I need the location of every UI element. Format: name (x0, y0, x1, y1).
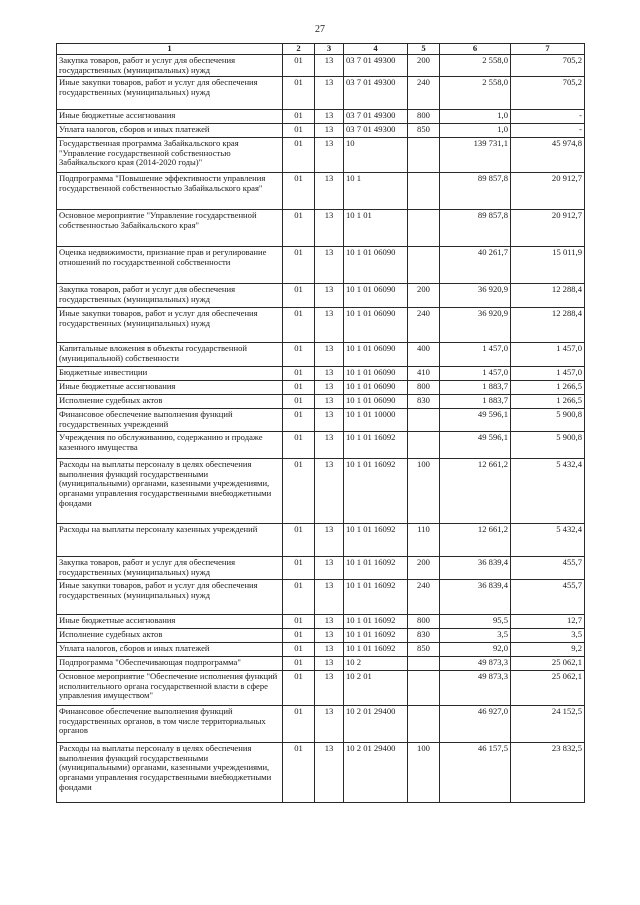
row-subsection-cell: 13 (315, 381, 344, 395)
row-section-cell: 01 (283, 432, 315, 459)
table-row (57, 557, 585, 580)
column-header: 1 (57, 44, 283, 55)
table-body (57, 55, 585, 803)
table-row (57, 55, 585, 77)
row-section-cell: 01 (283, 381, 315, 395)
row-subsection-cell: 13 (315, 524, 344, 557)
row-amount-plan-cell: 1 883,7 (440, 395, 511, 409)
row-section-cell: 01 (283, 409, 315, 432)
row-subsection-cell: 13 (315, 210, 344, 247)
table-row (57, 138, 585, 173)
row-target-article-cell: 10 1 01 16092 (344, 580, 408, 615)
row-subsection-cell: 13 (315, 432, 344, 459)
row-name-cell: Уплата налогов, сборов и иных платежей (57, 643, 283, 657)
budget-table (56, 43, 585, 803)
row-name-cell: Государственная программа Забайкальского края "Управление государственной собственностью Забайкальского края (2014-2020 годы)" (57, 138, 283, 173)
table-row (57, 284, 585, 308)
row-target-article-cell: 10 1 01 06090 (344, 381, 408, 395)
column-header: 4 (344, 44, 408, 55)
row-subsection-cell: 13 (315, 367, 344, 381)
row-name-cell: Закупка товаров, работ и услуг для обеспечения государственных (муниципальных) нужд (57, 284, 283, 308)
row-section-cell: 01 (283, 247, 315, 284)
row-expense-type-cell (408, 138, 440, 173)
row-amount-plan-cell: 40 261,7 (440, 247, 511, 284)
table-row (57, 643, 585, 657)
row-section-cell: 01 (283, 210, 315, 247)
row-expense-type-cell: 240 (408, 580, 440, 615)
row-amount-plan-cell: 92,0 (440, 643, 511, 657)
row-amount-actual-cell: 9,2 (511, 643, 585, 657)
row-amount-plan-cell: 36 920,9 (440, 308, 511, 343)
row-amount-actual-cell: - (511, 124, 585, 138)
column-header: 3 (315, 44, 344, 55)
row-name-cell: Закупка товаров, работ и услуг для обеспечения государственных (муниципальных) нужд (57, 557, 283, 580)
row-expense-type-cell: 100 (408, 459, 440, 524)
row-expense-type-cell: 100 (408, 743, 440, 803)
table-row (57, 308, 585, 343)
row-subsection-cell: 13 (315, 671, 344, 706)
row-amount-plan-cell: 49 596,1 (440, 409, 511, 432)
table-row (57, 657, 585, 671)
row-amount-plan-cell: 1 457,0 (440, 343, 511, 367)
row-amount-plan-cell: 1,0 (440, 110, 511, 124)
row-expense-type-cell: 240 (408, 77, 440, 110)
column-header: 6 (440, 44, 511, 55)
row-subsection-cell: 13 (315, 173, 344, 210)
table-row (57, 671, 585, 706)
row-amount-plan-cell: 1 883,7 (440, 381, 511, 395)
row-expense-type-cell (408, 173, 440, 210)
row-subsection-cell: 13 (315, 409, 344, 432)
row-section-cell: 01 (283, 173, 315, 210)
row-section-cell: 01 (283, 55, 315, 77)
row-target-article-cell: 10 1 01 16092 (344, 557, 408, 580)
row-target-article-cell: 10 2 01 29400 (344, 706, 408, 743)
row-subsection-cell: 13 (315, 557, 344, 580)
row-amount-actual-cell: 24 152,5 (511, 706, 585, 743)
row-section-cell: 01 (283, 671, 315, 706)
row-amount-actual-cell: 25 062,1 (511, 671, 585, 706)
row-subsection-cell: 13 (315, 629, 344, 643)
row-expense-type-cell: 830 (408, 629, 440, 643)
column-header: 2 (283, 44, 315, 55)
row-name-cell: Финансовое обеспечение выполнения функций государственных органов, в том числе территориальных органов (57, 706, 283, 743)
row-name-cell: Исполнение судебных актов (57, 629, 283, 643)
row-amount-actual-cell: 455,7 (511, 580, 585, 615)
row-section-cell: 01 (283, 524, 315, 557)
row-section-cell: 01 (283, 284, 315, 308)
row-amount-actual-cell: 5 432,4 (511, 459, 585, 524)
row-amount-plan-cell: 36 920,9 (440, 284, 511, 308)
row-amount-actual-cell: 1 266,5 (511, 395, 585, 409)
row-name-cell: Иные закупки товаров, работ и услуг для обеспечения государственных (муниципальных) нужд (57, 308, 283, 343)
table-row (57, 615, 585, 629)
row-amount-actual-cell: 1 266,5 (511, 381, 585, 395)
row-amount-actual-cell: 5 900,8 (511, 432, 585, 459)
table-row (57, 173, 585, 210)
row-expense-type-cell: 400 (408, 343, 440, 367)
row-name-cell: Расходы на выплаты персоналу казенных учреждений (57, 524, 283, 557)
row-subsection-cell: 13 (315, 459, 344, 524)
row-target-article-cell: 10 1 01 10000 (344, 409, 408, 432)
table-row (57, 459, 585, 524)
table-row (57, 110, 585, 124)
row-amount-plan-cell: 12 661,2 (440, 459, 511, 524)
row-name-cell: Расходы на выплаты персоналу в целях обеспечения выполнения функций государственными (муниципальными) органами, казенными учреждениями, органами управления государственными внебюджетными фондами (57, 459, 283, 524)
row-amount-plan-cell: 139 731,1 (440, 138, 511, 173)
row-target-article-cell: 10 1 01 06090 (344, 395, 408, 409)
row-amount-actual-cell: 45 974,8 (511, 138, 585, 173)
table-row (57, 77, 585, 110)
row-amount-plan-cell: 36 839,4 (440, 557, 511, 580)
row-target-article-cell: 10 2 01 (344, 671, 408, 706)
row-name-cell: Исполнение судебных актов (57, 395, 283, 409)
row-name-cell: Оценка недвижимости, признание прав и регулирование отношений по государственной собственности (57, 247, 283, 284)
row-amount-actual-cell: 455,7 (511, 557, 585, 580)
row-amount-actual-cell: 12 288,4 (511, 284, 585, 308)
row-target-article-cell: 10 1 01 16092 (344, 432, 408, 459)
row-subsection-cell: 13 (315, 643, 344, 657)
row-name-cell: Иные бюджетные ассигнования (57, 381, 283, 395)
row-amount-plan-cell: 49 873,3 (440, 671, 511, 706)
row-expense-type-cell (408, 409, 440, 432)
row-section-cell: 01 (283, 706, 315, 743)
row-section-cell: 01 (283, 615, 315, 629)
row-subsection-cell: 13 (315, 706, 344, 743)
row-subsection-cell: 13 (315, 247, 344, 284)
row-amount-actual-cell: 1 457,0 (511, 343, 585, 367)
row-expense-type-cell (408, 210, 440, 247)
table-row (57, 124, 585, 138)
row-target-article-cell: 10 1 01 16092 (344, 524, 408, 557)
row-name-cell: Иные закупки товаров, работ и услуг для обеспечения государственных (муниципальных) нужд (57, 77, 283, 110)
row-subsection-cell: 13 (315, 308, 344, 343)
row-amount-actual-cell: 3,5 (511, 629, 585, 643)
row-expense-type-cell: 110 (408, 524, 440, 557)
row-target-article-cell: 10 1 01 06090 (344, 284, 408, 308)
row-target-article-cell: 10 1 01 16092 (344, 615, 408, 629)
row-expense-type-cell (408, 247, 440, 284)
row-amount-actual-cell: 5 900,8 (511, 409, 585, 432)
row-target-article-cell: 10 1 01 16092 (344, 643, 408, 657)
row-amount-plan-cell: 95,5 (440, 615, 511, 629)
row-amount-actual-cell: 20 912,7 (511, 210, 585, 247)
row-expense-type-cell: 800 (408, 110, 440, 124)
row-target-article-cell: 10 1 01 06090 (344, 308, 408, 343)
row-name-cell: Финансовое обеспечение выполнения функций государственных учреждений (57, 409, 283, 432)
row-section-cell: 01 (283, 77, 315, 110)
row-target-article-cell: 03 7 01 49300 (344, 110, 408, 124)
row-target-article-cell: 10 1 01 06090 (344, 247, 408, 284)
row-amount-plan-cell: 2 558,0 (440, 55, 511, 77)
row-section-cell: 01 (283, 138, 315, 173)
row-subsection-cell: 13 (315, 343, 344, 367)
row-name-cell: Учреждения по обслуживанию, содержанию и продаже казенного имущества (57, 432, 283, 459)
row-amount-plan-cell: 1 457,0 (440, 367, 511, 381)
row-target-article-cell: 03 7 01 49300 (344, 124, 408, 138)
row-name-cell: Подпрограмма "Повышение эффективности управления государственной собственностью Забайкальского края" (57, 173, 283, 210)
table-row (57, 210, 585, 247)
row-expense-type-cell: 800 (408, 381, 440, 395)
row-section-cell: 01 (283, 459, 315, 524)
row-name-cell: Капитальные вложения в объекты государственной (муниципальной) собственности (57, 343, 283, 367)
table-row (57, 743, 585, 803)
row-name-cell: Иные бюджетные ассигнования (57, 615, 283, 629)
table-row (57, 381, 585, 395)
row-name-cell: Основное мероприятие "Управление государственной собственностью Забайкальского края" (57, 210, 283, 247)
row-amount-plan-cell: 89 857,8 (440, 173, 511, 210)
row-name-cell: Уплата налогов, сборов и иных платежей (57, 124, 283, 138)
row-target-article-cell: 10 1 01 16092 (344, 459, 408, 524)
row-subsection-cell: 13 (315, 110, 344, 124)
row-target-article-cell: 10 1 01 (344, 210, 408, 247)
row-section-cell: 01 (283, 367, 315, 381)
row-name-cell: Бюджетные инвестиции (57, 367, 283, 381)
row-name-cell: Закупка товаров, работ и услуг для обеспечения государственных (муниципальных) нужд (57, 55, 283, 77)
row-expense-type-cell: 410 (408, 367, 440, 381)
row-section-cell: 01 (283, 580, 315, 615)
row-expense-type-cell (408, 432, 440, 459)
row-name-cell: Иные закупки товаров, работ и услуг для обеспечения государственных (муниципальных) нужд (57, 580, 283, 615)
row-target-article-cell: 10 2 01 29400 (344, 743, 408, 803)
row-section-cell: 01 (283, 308, 315, 343)
row-amount-plan-cell: 1,0 (440, 124, 511, 138)
row-amount-actual-cell: 25 062,1 (511, 657, 585, 671)
row-expense-type-cell: 200 (408, 55, 440, 77)
row-amount-plan-cell: 89 857,8 (440, 210, 511, 247)
row-name-cell: Подпрограмма "Обеспечивающая подпрограмма" (57, 657, 283, 671)
row-section-cell: 01 (283, 557, 315, 580)
table-row (57, 343, 585, 367)
row-expense-type-cell: 830 (408, 395, 440, 409)
row-expense-type-cell (408, 706, 440, 743)
row-target-article-cell: 03 7 01 49300 (344, 55, 408, 77)
row-target-article-cell: 10 2 (344, 657, 408, 671)
row-amount-actual-cell: 705,2 (511, 55, 585, 77)
row-amount-plan-cell: 12 661,2 (440, 524, 511, 557)
table-row (57, 580, 585, 615)
row-amount-actual-cell: 23 832,5 (511, 743, 585, 803)
table-row (57, 247, 585, 284)
row-subsection-cell: 13 (315, 395, 344, 409)
row-section-cell: 01 (283, 629, 315, 643)
row-expense-type-cell: 200 (408, 284, 440, 308)
row-subsection-cell: 13 (315, 657, 344, 671)
row-amount-actual-cell: - (511, 110, 585, 124)
row-subsection-cell: 13 (315, 615, 344, 629)
row-amount-actual-cell: 5 432,4 (511, 524, 585, 557)
row-amount-plan-cell: 46 157,5 (440, 743, 511, 803)
row-expense-type-cell (408, 671, 440, 706)
row-subsection-cell: 13 (315, 124, 344, 138)
row-expense-type-cell (408, 657, 440, 671)
row-section-cell: 01 (283, 110, 315, 124)
table-row (57, 395, 585, 409)
row-expense-type-cell: 850 (408, 124, 440, 138)
row-amount-plan-cell: 36 839,4 (440, 580, 511, 615)
row-amount-plan-cell: 2 558,0 (440, 77, 511, 110)
row-target-article-cell: 10 1 01 16092 (344, 629, 408, 643)
row-section-cell: 01 (283, 124, 315, 138)
row-expense-type-cell: 850 (408, 643, 440, 657)
table-row (57, 367, 585, 381)
row-amount-actual-cell: 705,2 (511, 77, 585, 110)
table-row (57, 409, 585, 432)
page-number: 27 (315, 24, 325, 35)
row-expense-type-cell: 240 (408, 308, 440, 343)
row-section-cell: 01 (283, 643, 315, 657)
row-subsection-cell: 13 (315, 580, 344, 615)
row-name-cell: Расходы на выплаты персоналу в целях обеспечения выполнения функций государственными (муниципальными) органами, казенными учреждениями, органами управления государственными внебюджетными фондами (57, 743, 283, 803)
row-amount-actual-cell: 1 457,0 (511, 367, 585, 381)
row-subsection-cell: 13 (315, 55, 344, 77)
row-amount-plan-cell: 49 596,1 (440, 432, 511, 459)
row-target-article-cell: 10 1 (344, 173, 408, 210)
row-name-cell: Иные бюджетные ассигнования (57, 110, 283, 124)
column-header: 5 (408, 44, 440, 55)
row-target-article-cell: 10 1 01 06090 (344, 343, 408, 367)
row-amount-actual-cell: 15 011,9 (511, 247, 585, 284)
row-target-article-cell: 10 1 01 06090 (344, 367, 408, 381)
table-header-row (57, 44, 585, 55)
row-section-cell: 01 (283, 657, 315, 671)
table-row (57, 629, 585, 643)
row-target-article-cell: 10 (344, 138, 408, 173)
row-expense-type-cell: 800 (408, 615, 440, 629)
row-subsection-cell: 13 (315, 284, 344, 308)
table-row (57, 524, 585, 557)
table-row (57, 432, 585, 459)
row-subsection-cell: 13 (315, 77, 344, 110)
row-target-article-cell: 03 7 01 49300 (344, 77, 408, 110)
row-amount-actual-cell: 12,7 (511, 615, 585, 629)
row-section-cell: 01 (283, 395, 315, 409)
row-amount-plan-cell: 46 927,0 (440, 706, 511, 743)
row-amount-actual-cell: 20 912,7 (511, 173, 585, 210)
row-amount-plan-cell: 49 873,3 (440, 657, 511, 671)
row-subsection-cell: 13 (315, 138, 344, 173)
table-row (57, 706, 585, 743)
row-subsection-cell: 13 (315, 743, 344, 803)
row-amount-actual-cell: 12 288,4 (511, 308, 585, 343)
column-header: 7 (511, 44, 585, 55)
row-section-cell: 01 (283, 743, 315, 803)
row-amount-plan-cell: 3,5 (440, 629, 511, 643)
row-expense-type-cell: 200 (408, 557, 440, 580)
row-name-cell: Основное мероприятие "Обеспечение исполнения функций исполнительного органа государственной власти в сфере управления имуществом" (57, 671, 283, 706)
row-section-cell: 01 (283, 343, 315, 367)
